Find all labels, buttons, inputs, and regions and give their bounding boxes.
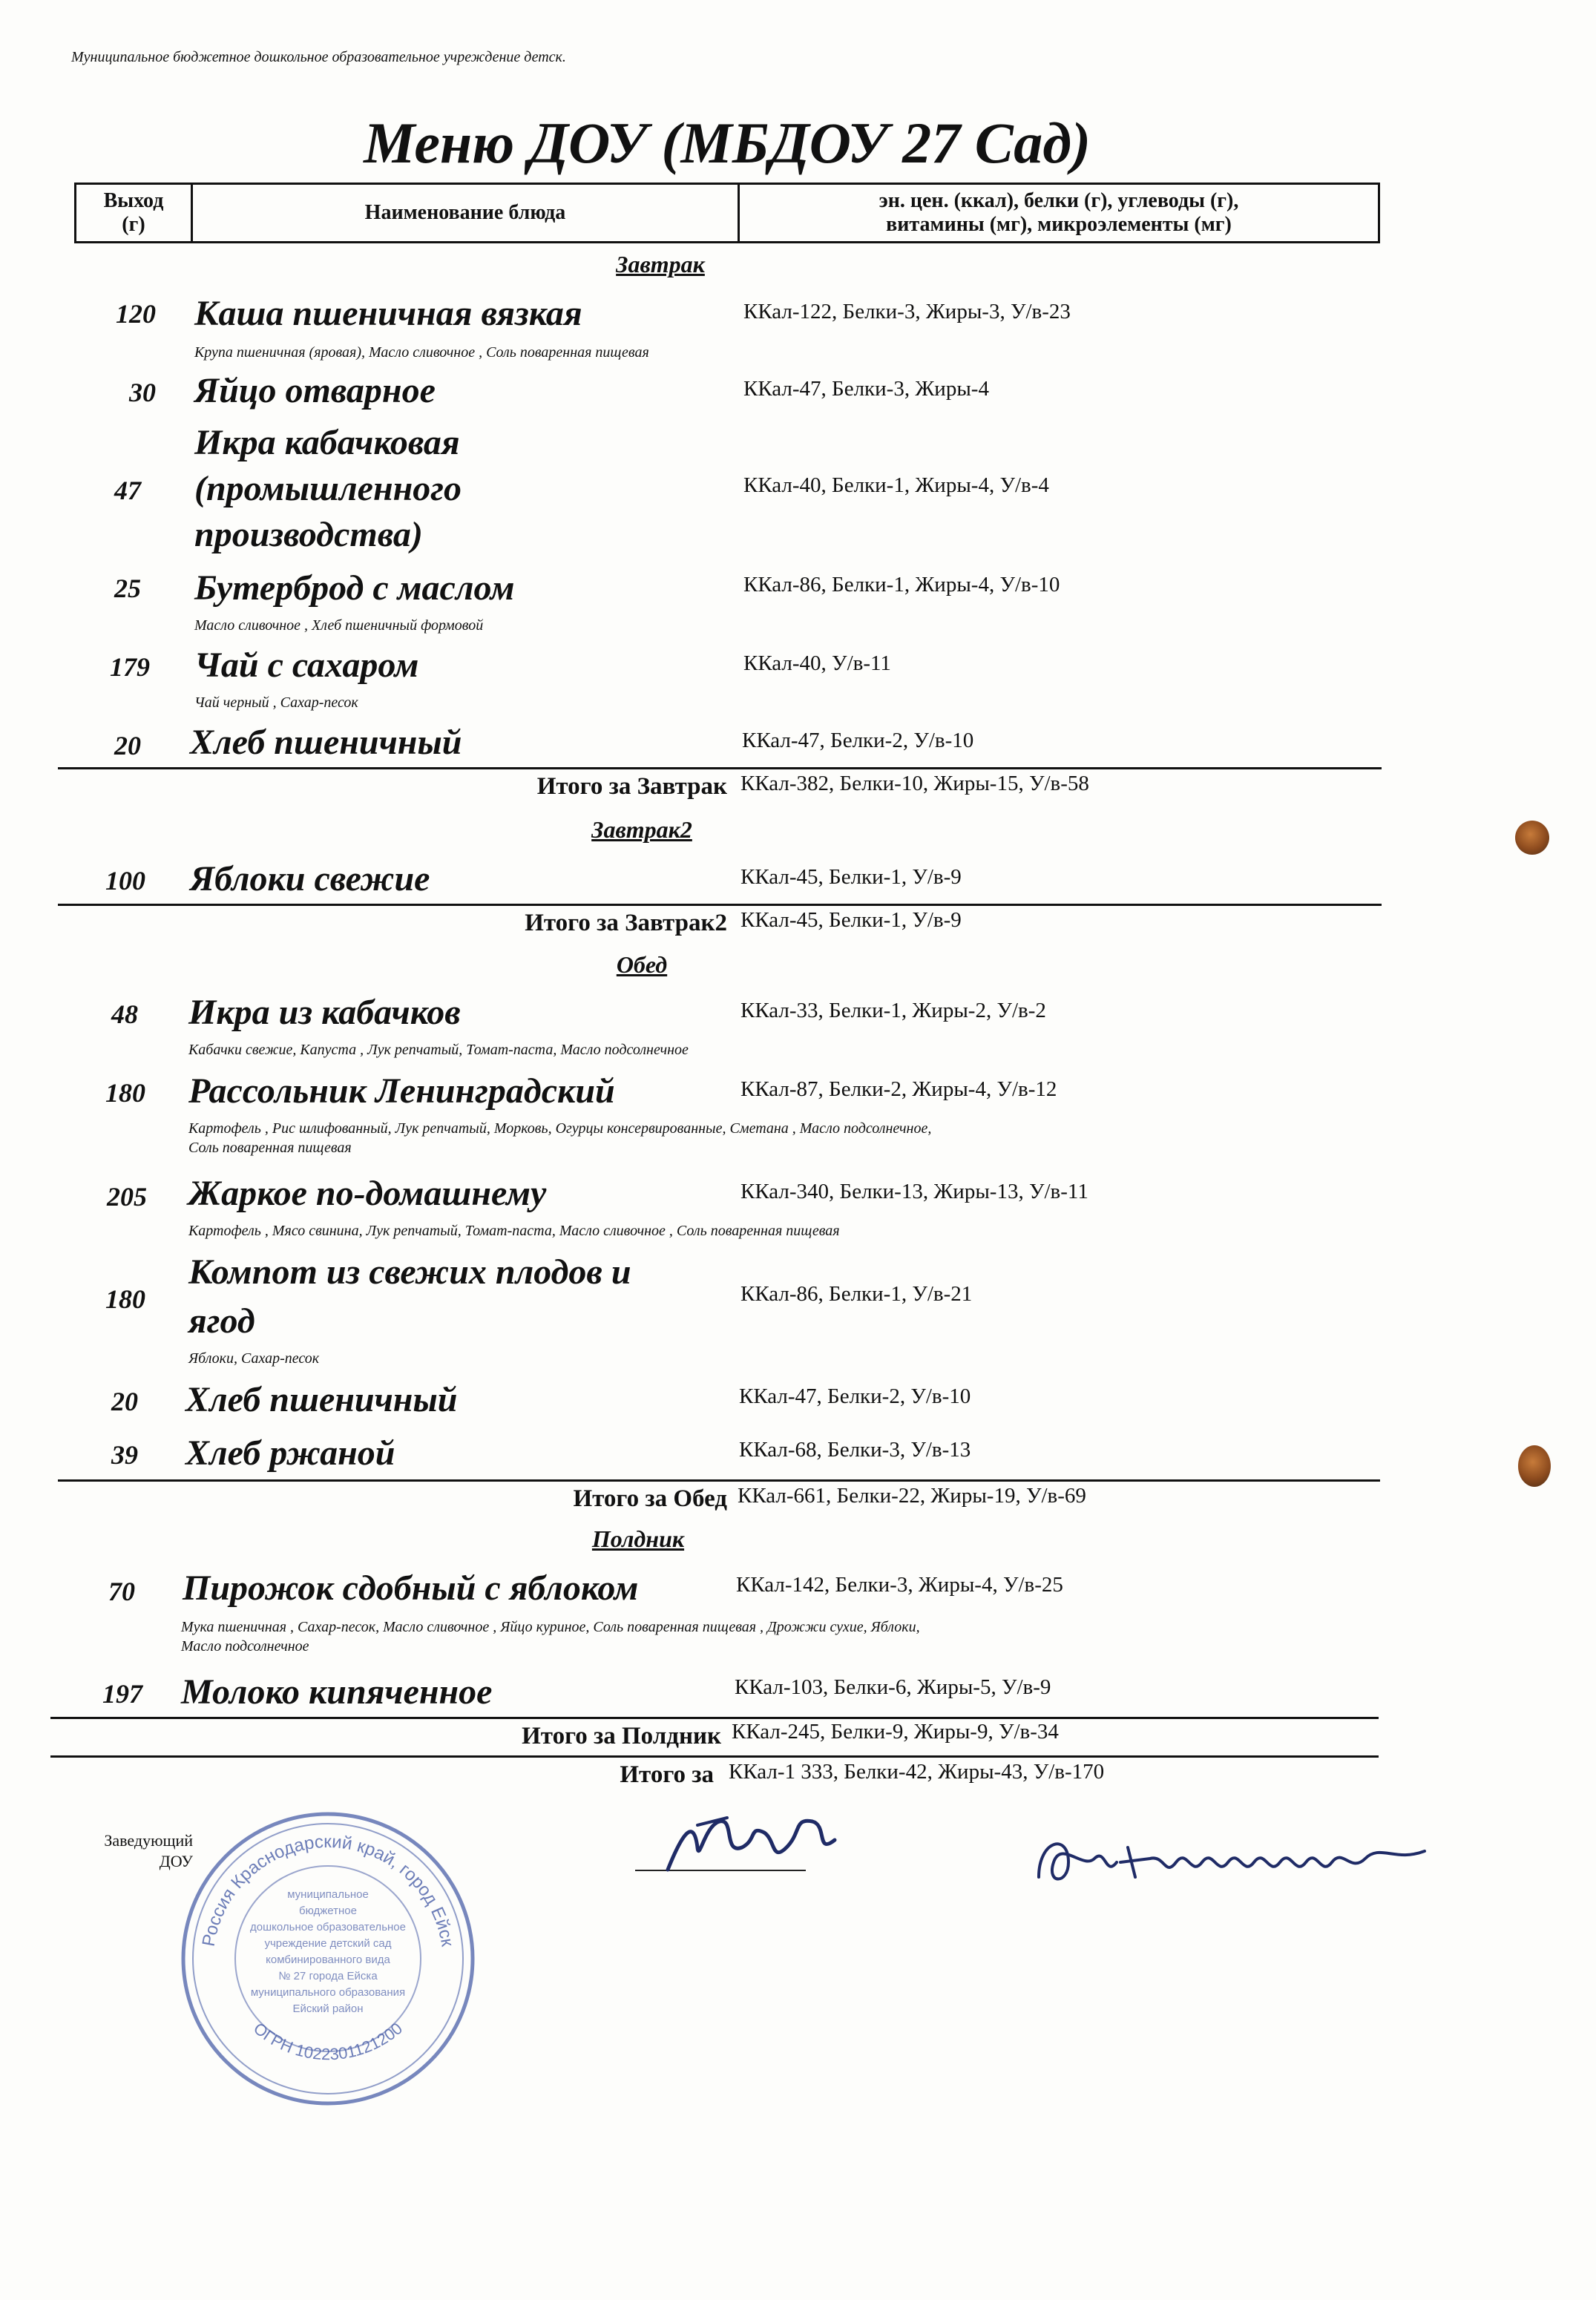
table-header xyxy=(74,183,1380,243)
dish-ingredients: Мука пшеничная , Сахар-песок, Масло сливочное , Яйцо куриное, Соль поваренная пищевая , Дрожжи сухие, Яблоки, xyxy=(181,1619,920,1635)
punch-hole-mark xyxy=(1515,821,1549,855)
dish-nutrition: ККал-47, Белки-2, У/в-10 xyxy=(739,1384,971,1408)
dish-name: Хлеб пшеничный xyxy=(185,1380,458,1419)
dish-ingredients: Масло сливочное , Хлеб пшеничный формовой xyxy=(194,617,484,634)
item-qty: 205 xyxy=(107,1182,147,1212)
item-qty: 39 xyxy=(111,1440,138,1470)
dish-name: Чай с сахаром xyxy=(194,645,419,685)
dish-nutrition: ККал-47, Белки-3, Жиры-4 xyxy=(743,377,989,401)
total-snack: ККал-245, Белки-9, Жиры-9, У/в-34 xyxy=(732,1720,1059,1744)
handwritten-signature xyxy=(653,1803,846,1885)
dish-name: Хлеб пшеничный xyxy=(190,723,462,762)
stamp-bottom-text: ОГРН 1022301121200 xyxy=(249,2019,407,2064)
item-qty: 20 xyxy=(111,1387,138,1416)
dish-name: Икра кабачковая xyxy=(194,423,460,462)
section-divider xyxy=(58,767,1382,769)
dish-nutrition: ККал-33, Белки-1, Жиры-2, У/в-2 xyxy=(740,999,1046,1022)
stamp-center-line: комбинированного вида xyxy=(266,1954,390,1966)
dish-nutrition: ККал-86, Белки-1, У/в-21 xyxy=(740,1282,973,1306)
stamp-center-line: муниципальное xyxy=(287,1888,369,1901)
dish-ingredients: Крупа пшеничная (яровая), Масло сливочное , Соль поваренная пищевая xyxy=(194,344,649,361)
section-title-breakfast: Завтрак xyxy=(616,251,705,277)
item-qty: 25 xyxy=(114,574,141,603)
grand-total: ККал-1 333, Белки-42, Жиры-43, У/в-170 xyxy=(729,1760,1105,1784)
dish-ingredients: Масло подсолнечное xyxy=(181,1638,309,1655)
item-qty: 180 xyxy=(105,1284,145,1314)
dish-name: Икра из кабачков xyxy=(188,993,461,1032)
dish-nutrition: ККал-47, Белки-2, У/в-10 xyxy=(742,729,974,752)
dish-nutrition: ККал-142, Белки-3, Жиры-4, У/в-25 xyxy=(736,1573,1063,1597)
dish-name: Молоко кипяченное xyxy=(181,1672,493,1712)
dish-ingredients: Кабачки свежие, Капуста , Лук репчатый, Томат-паста, Масло подсолнечное xyxy=(188,1042,689,1058)
dish-nutrition: ККал-122, Белки-3, Жиры-3, У/в-23 xyxy=(743,300,1071,323)
item-qty: 100 xyxy=(105,866,145,896)
dish-nutrition: ККал-86, Белки-1, Жиры-4, У/в-10 xyxy=(743,573,1060,597)
dish-nutrition: ККал-40, Белки-1, Жиры-4, У/в-4 xyxy=(743,473,1049,497)
dish-nutrition: ККал-103, Белки-6, Жиры-5, У/в-9 xyxy=(735,1675,1051,1699)
dish-ingredients: Картофель , Рис шлифованный, Лук репчатый, Морковь, Огурцы консервированные, Сметана , Масло подсолнечное, xyxy=(188,1120,932,1137)
organization-name: Муниципальное бюджетное дошкольное образовательное учреждение детск. xyxy=(71,49,566,65)
stamp-top-text: Россия Краснодарский край, город Ейск xyxy=(198,1832,458,1948)
section-divider xyxy=(50,1717,1379,1719)
item-qty: 48 xyxy=(111,999,138,1029)
stamp-center-line: муниципального образования xyxy=(250,1986,406,1999)
total-label-breakfast2: Итого за Завтрак2 xyxy=(525,910,727,936)
dish-ingredients: Чай черный , Сахар-песок xyxy=(194,694,358,711)
dish-name: ягод xyxy=(188,1301,255,1341)
dish-nutrition: ККал-40, У/в-11 xyxy=(743,651,891,675)
dish-name: (промышленного xyxy=(194,469,462,508)
column-yield: Выход (г) xyxy=(76,185,193,241)
item-qty: 20 xyxy=(114,731,141,760)
total-breakfast2: ККал-45, Белки-1, У/в-9 xyxy=(740,908,962,932)
stamp-center-line: учреждение детский сад xyxy=(264,1937,392,1950)
column-nutrition: эн. цен. (ккал), белки (г), углеводы (г), витамины (мг), микроэлементы (мг) xyxy=(879,189,1239,236)
section-title-lunch: Обед xyxy=(616,951,668,978)
section-title-snack: Полдник xyxy=(591,1525,685,1552)
item-qty: 70 xyxy=(108,1577,135,1606)
item-qty: 180 xyxy=(105,1078,145,1108)
dish-ingredients: Соль поваренная пищевая xyxy=(188,1140,352,1156)
handwritten-name xyxy=(1024,1818,1439,1899)
official-stamp xyxy=(172,1803,484,2115)
dish-name: Яйцо отварное xyxy=(194,371,436,410)
dish-name: Бутерброд с маслом xyxy=(194,568,515,608)
dish-nutrition: ККал-340, Белки-13, Жиры-13, У/в-11 xyxy=(740,1180,1088,1203)
dish-ingredients: Картофель , Мясо свинина, Лук репчатый, Томат-паста, Масло сливочное , Соль поваренная пищевая xyxy=(188,1223,840,1239)
stamp-center-line: № 27 города Ейска xyxy=(278,1970,378,1982)
section-divider xyxy=(58,904,1382,906)
dish-name: Жаркое по-домашнему xyxy=(188,1174,547,1213)
stamp-center-line: Ейский район xyxy=(292,2002,364,2015)
punch-hole-mark xyxy=(1518,1445,1551,1487)
item-qty: 197 xyxy=(102,1679,142,1709)
item-qty: 47 xyxy=(114,476,141,505)
dish-nutrition: ККал-68, Белки-3, У/в-13 xyxy=(739,1438,971,1462)
total-lunch: ККал-661, Белки-22, Жиры-19, У/в-69 xyxy=(738,1484,1086,1508)
total-label-snack: Итого за Полдник xyxy=(522,1723,721,1749)
grand-total-label: Итого за xyxy=(620,1761,714,1788)
dish-nutrition: ККал-87, Белки-2, Жиры-4, У/в-12 xyxy=(740,1077,1057,1101)
dish-ingredients: Яблоки, Сахар-песок xyxy=(188,1350,320,1367)
item-qty: 30 xyxy=(129,378,156,407)
dish-name: Яблоки свежие xyxy=(190,859,430,898)
column-name: Наименование блюда xyxy=(193,185,740,241)
total-label-breakfast: Итого за Завтрак xyxy=(536,773,727,800)
dish-name: Компот из свежих плодов и xyxy=(188,1252,631,1292)
dish-name: Рассольник Ленинградский xyxy=(188,1071,615,1111)
section-title-breakfast2: Завтрак2 xyxy=(591,816,692,843)
section-divider xyxy=(58,1479,1380,1482)
dish-name: Хлеб ржаной xyxy=(185,1433,395,1473)
page-title: Меню ДОУ (МБДОУ 27 Сад) xyxy=(364,111,1091,175)
item-qty: 120 xyxy=(116,299,156,329)
stamp-center-line: бюджетное xyxy=(299,1905,357,1917)
signer-role: Заведующий ДОУ xyxy=(104,1831,193,1870)
total-breakfast: ККал-382, Белки-10, Жиры-15, У/в-58 xyxy=(740,772,1089,795)
grand-total-divider xyxy=(50,1755,1379,1758)
dish-nutrition: ККал-45, Белки-1, У/в-9 xyxy=(740,865,962,889)
stamp-center-line: дошкольное образовательное xyxy=(250,1921,406,1933)
dish-name: Каша пшеничная вязкая xyxy=(194,294,582,333)
dish-name: Пирожок сдобный с яблоком xyxy=(183,1568,639,1608)
total-label-lunch: Итого за Обед xyxy=(573,1485,727,1512)
item-qty: 179 xyxy=(110,652,150,682)
dish-name: производства) xyxy=(194,515,423,554)
